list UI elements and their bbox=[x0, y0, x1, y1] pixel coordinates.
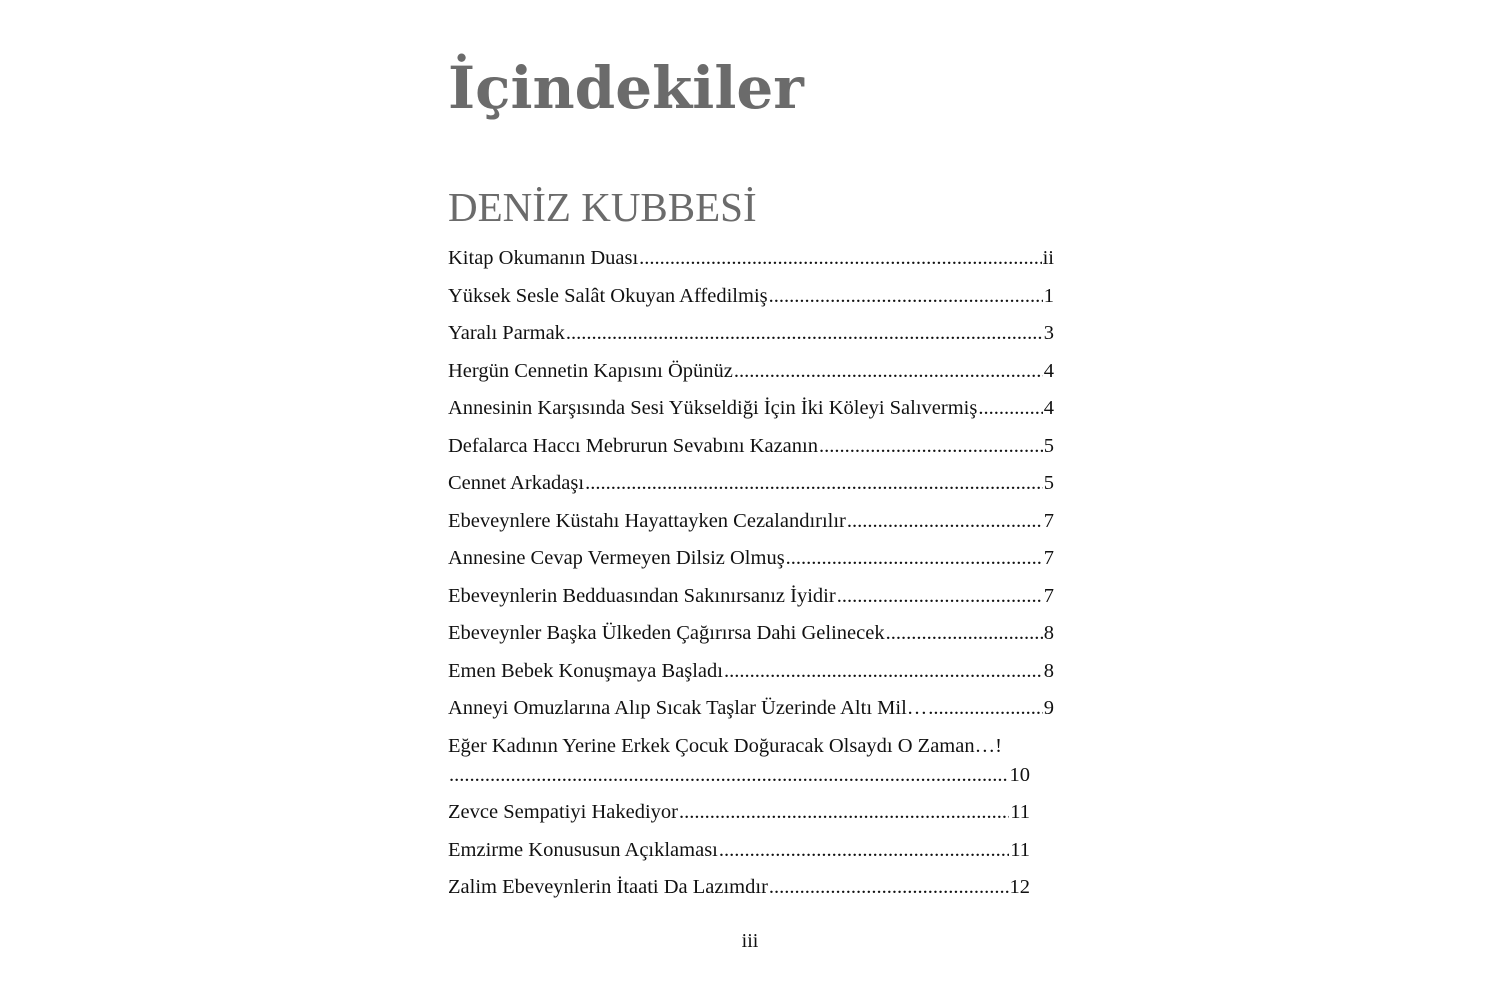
toc-entry-title: Defalarca Haccı Mebrurun Sevabını Kazanın bbox=[448, 434, 818, 457]
toc-entry-page: ii bbox=[1042, 247, 1054, 269]
toc-entry-title: Yaralı Parmak bbox=[448, 322, 565, 344]
toc-entry-title: Ebeveynlerin Bedduasından Sakınırsanız İyidir bbox=[448, 584, 836, 607]
toc-entry-title: Annesine Cevap Vermeyen Dilsiz Olmuş bbox=[448, 547, 785, 569]
toc-entry-title: Emen Bebek Konuşmaya Başladı bbox=[448, 659, 723, 682]
toc-entry-title: Eğer Kadının Yerine Erkek Çocuk Doğuracak Olsaydı O Zaman…! bbox=[448, 734, 1002, 757]
dot-leader bbox=[449, 761, 1009, 790]
table-of-contents bbox=[448, 244, 1054, 911]
toc-entry[interactable] bbox=[448, 873, 1054, 902]
toc-entry-title: Emzirme Konususun Açıklaması bbox=[448, 838, 718, 861]
toc-entry-page: 4 bbox=[1043, 397, 1054, 419]
toc-entry-page: 5 bbox=[1043, 434, 1054, 457]
toc-entry[interactable] bbox=[448, 732, 1054, 790]
toc-entry-page: 5 bbox=[1043, 472, 1054, 494]
dot-leader bbox=[566, 319, 1043, 348]
toc-entry-title: Cennet Arkadaşı bbox=[448, 472, 585, 494]
dot-leader bbox=[639, 244, 1041, 273]
dot-leader bbox=[786, 544, 1043, 573]
dot-leader bbox=[769, 282, 1043, 311]
dot-leader bbox=[769, 873, 1009, 902]
dot-leader bbox=[837, 582, 1043, 611]
toc-entry[interactable] bbox=[448, 282, 1054, 311]
toc-entry[interactable] bbox=[448, 657, 1054, 686]
toc-entry[interactable] bbox=[448, 694, 1054, 723]
toc-entry-page: 12 bbox=[1009, 876, 1030, 898]
toc-entry-title: Yüksek Sesle Salât Okuyan Affedilmiş bbox=[448, 284, 768, 307]
toc-entry[interactable] bbox=[448, 394, 1054, 423]
toc-entry[interactable] bbox=[448, 798, 1054, 827]
toc-entry-title: Ebeveynlere Küstahı Hayattayken Cezalandırılır bbox=[448, 509, 846, 532]
dot-leader bbox=[679, 798, 1009, 827]
dot-leader bbox=[734, 357, 1043, 386]
section-heading: DENİZ KUBBESİ bbox=[448, 184, 757, 230]
dot-leader bbox=[886, 619, 1043, 648]
toc-entry-title: Anneyi Omuzlarına Alıp Sıcak Taşlar Üzerinde Altı Mil… bbox=[448, 697, 928, 719]
toc-entry-page: 11 bbox=[1010, 838, 1030, 861]
dot-leader bbox=[819, 432, 1043, 461]
dot-leader bbox=[928, 694, 1042, 723]
toc-entry-title: Zalim Ebeveynlerin İtaati Da Lazımdır bbox=[448, 876, 768, 898]
toc-entry-page: 10 bbox=[1009, 763, 1030, 786]
toc-entry-page: 7 bbox=[1043, 547, 1054, 569]
toc-entry-page: 11 bbox=[1010, 801, 1030, 823]
dot-leader bbox=[719, 836, 1009, 865]
dot-leader bbox=[724, 657, 1043, 686]
toc-entry-page: 7 bbox=[1043, 509, 1054, 532]
page-title: İçindekiler bbox=[448, 54, 804, 122]
toc-entry[interactable] bbox=[448, 507, 1054, 536]
toc-entry[interactable] bbox=[448, 544, 1054, 573]
toc-entry-page: 9 bbox=[1043, 697, 1054, 719]
dot-leader bbox=[585, 469, 1043, 498]
toc-entry[interactable] bbox=[448, 836, 1054, 865]
toc-entry-page: 8 bbox=[1043, 622, 1054, 644]
dot-leader bbox=[847, 507, 1043, 536]
dot-leader bbox=[978, 394, 1042, 423]
toc-entry-title: Ebeveynler Başka Ülkeden Çağırırsa Dahi Gelinecek bbox=[448, 622, 885, 644]
toc-entry-page: 4 bbox=[1043, 359, 1054, 382]
toc-entry-page: 8 bbox=[1043, 659, 1054, 682]
toc-entry-page: 3 bbox=[1043, 322, 1054, 344]
toc-entry-title: Hergün Cennetin Kapısını Öpünüz bbox=[448, 359, 733, 382]
toc-entry-title: Annesinin Karşısında Sesi Yükseldiği İçin İki Köleyi Salıvermiş bbox=[448, 397, 978, 419]
toc-entry-page: 1 bbox=[1043, 284, 1054, 307]
toc-entry[interactable] bbox=[448, 357, 1054, 386]
page-number: iii bbox=[741, 930, 759, 952]
toc-entry-title: Zevce Sempatiyi Hakediyor bbox=[448, 801, 678, 823]
toc-entry-title: Kitap Okumanın Duası bbox=[448, 247, 639, 269]
toc-entry[interactable] bbox=[448, 469, 1054, 498]
toc-entry[interactable] bbox=[448, 619, 1054, 648]
toc-entry[interactable] bbox=[448, 244, 1054, 273]
toc-entry[interactable] bbox=[448, 432, 1054, 461]
toc-entry[interactable] bbox=[448, 319, 1054, 348]
toc-entry[interactable] bbox=[448, 582, 1054, 611]
toc-entry-page: 7 bbox=[1043, 584, 1054, 607]
